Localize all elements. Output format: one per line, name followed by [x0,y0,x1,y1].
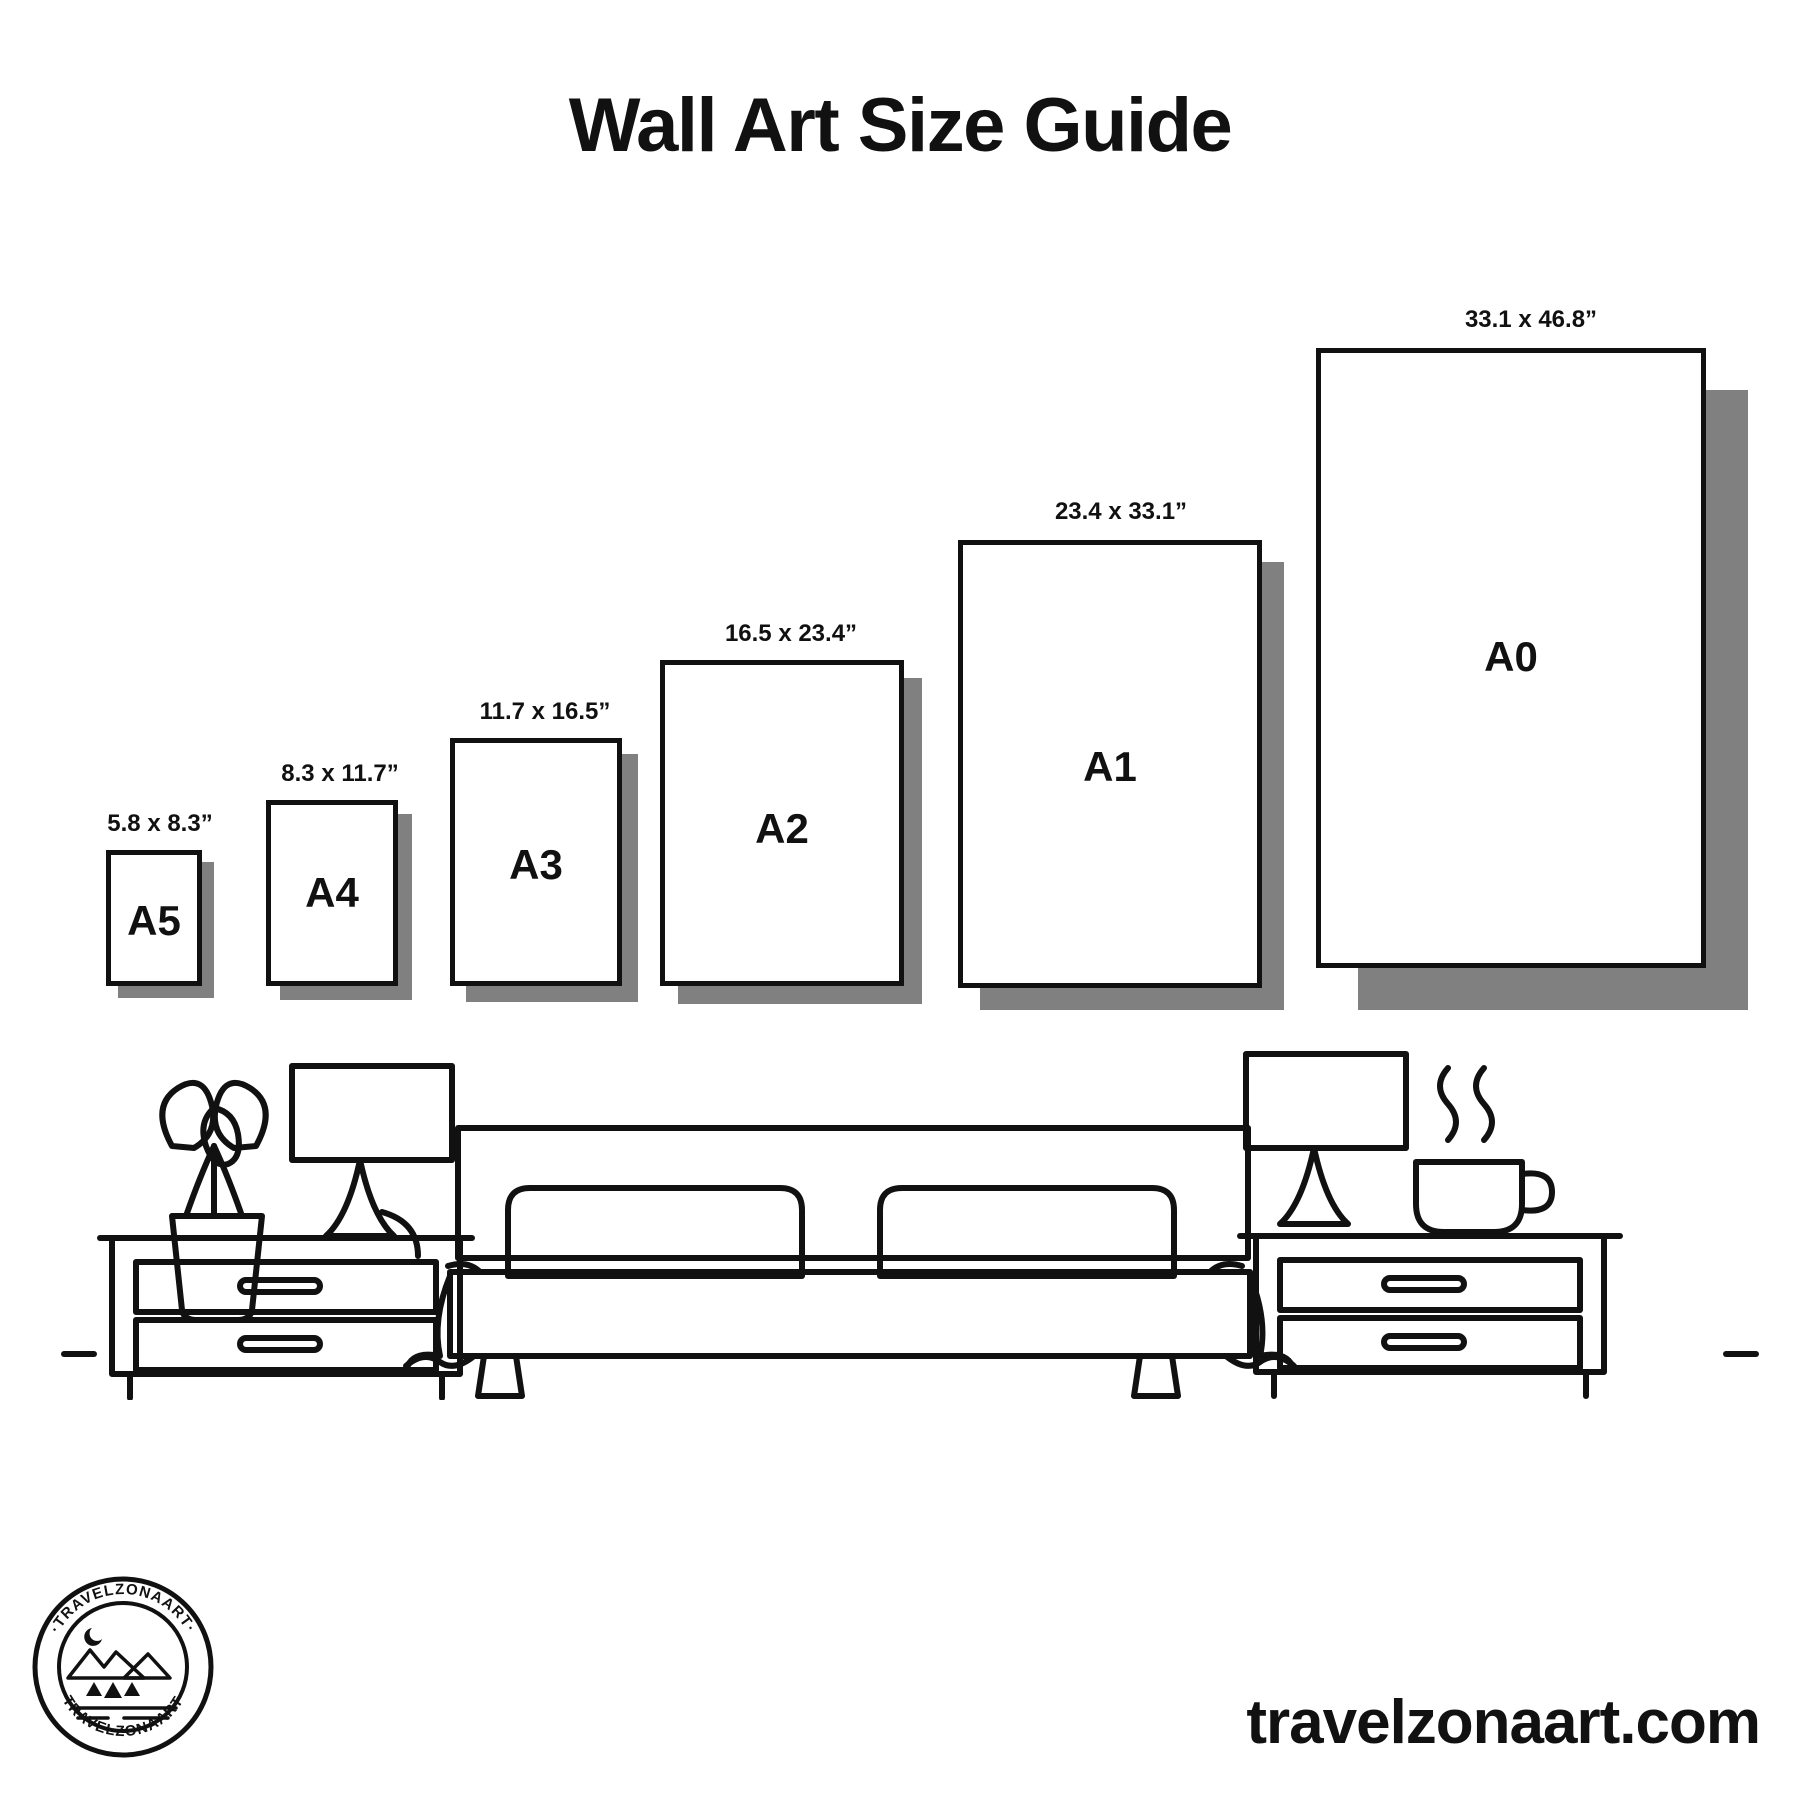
frame-box-a1[interactable] [958,540,1262,988]
frame-group-a1[interactable] [958,498,1284,1010]
table-lamp-left [292,1066,452,1256]
frame-group-a4[interactable] [266,760,414,1010]
frame-dimensions-a2: 16.5 x 23.4” [724,620,858,647]
frame-name-a5: A5 [127,897,181,944]
bed [406,1128,1294,1396]
nightstand-left [100,1238,472,1398]
frame-name-a4: A4 [305,869,359,916]
frame-dimensions-a4: 8.3 x 11.7” [281,760,399,787]
frame-box-a5[interactable] [106,850,202,986]
frame-dimensions-a5: 5.8 x 8.3” [107,810,213,837]
page-title: Wall Art Size Guide [568,83,1232,168]
frame-dimensions-a0: 33.1 x 46.8” [1464,306,1598,333]
logo-landscape-icon [68,1628,176,1718]
bedroom-illustration [60,980,1760,1400]
size-chart [0,290,1800,1010]
vase-with-plant [162,1083,265,1320]
logo-text-top: ·TRAVELZONAART· [46,1580,200,1636]
frame-dimensions-a1: 23.4 x 33.1” [1054,498,1188,525]
frame-group-a3[interactable] [450,698,640,1010]
frame-group-a0[interactable] [1316,306,1746,1010]
coffee-cup [1416,1068,1552,1232]
frame-name-a3: A3 [509,841,563,888]
pillow-left [508,1188,802,1276]
frame-box-a0[interactable] [1316,348,1706,968]
site-url[interactable]: travelzonaart.com [1246,1688,1760,1757]
frame-name-a0: A0 [1484,633,1538,680]
frame-box-a2[interactable] [660,660,904,986]
frame-name-a2: A2 [755,805,809,852]
frame-box-a3[interactable] [450,738,622,986]
logo-text-bottom: ·TRAVELZONAART· [55,1688,191,1741]
frame-box-a4[interactable] [266,800,398,986]
frame-group-a2[interactable] [660,620,922,1010]
frame-name-a1: A1 [1083,743,1137,790]
frame-dimensions-a3: 11.7 x 16.5” [479,698,611,725]
table-lamp-right [1246,1054,1406,1224]
pillow-right [880,1188,1174,1276]
brand-logo[interactable] [28,1572,218,1762]
nightstand-right [1240,1236,1620,1396]
